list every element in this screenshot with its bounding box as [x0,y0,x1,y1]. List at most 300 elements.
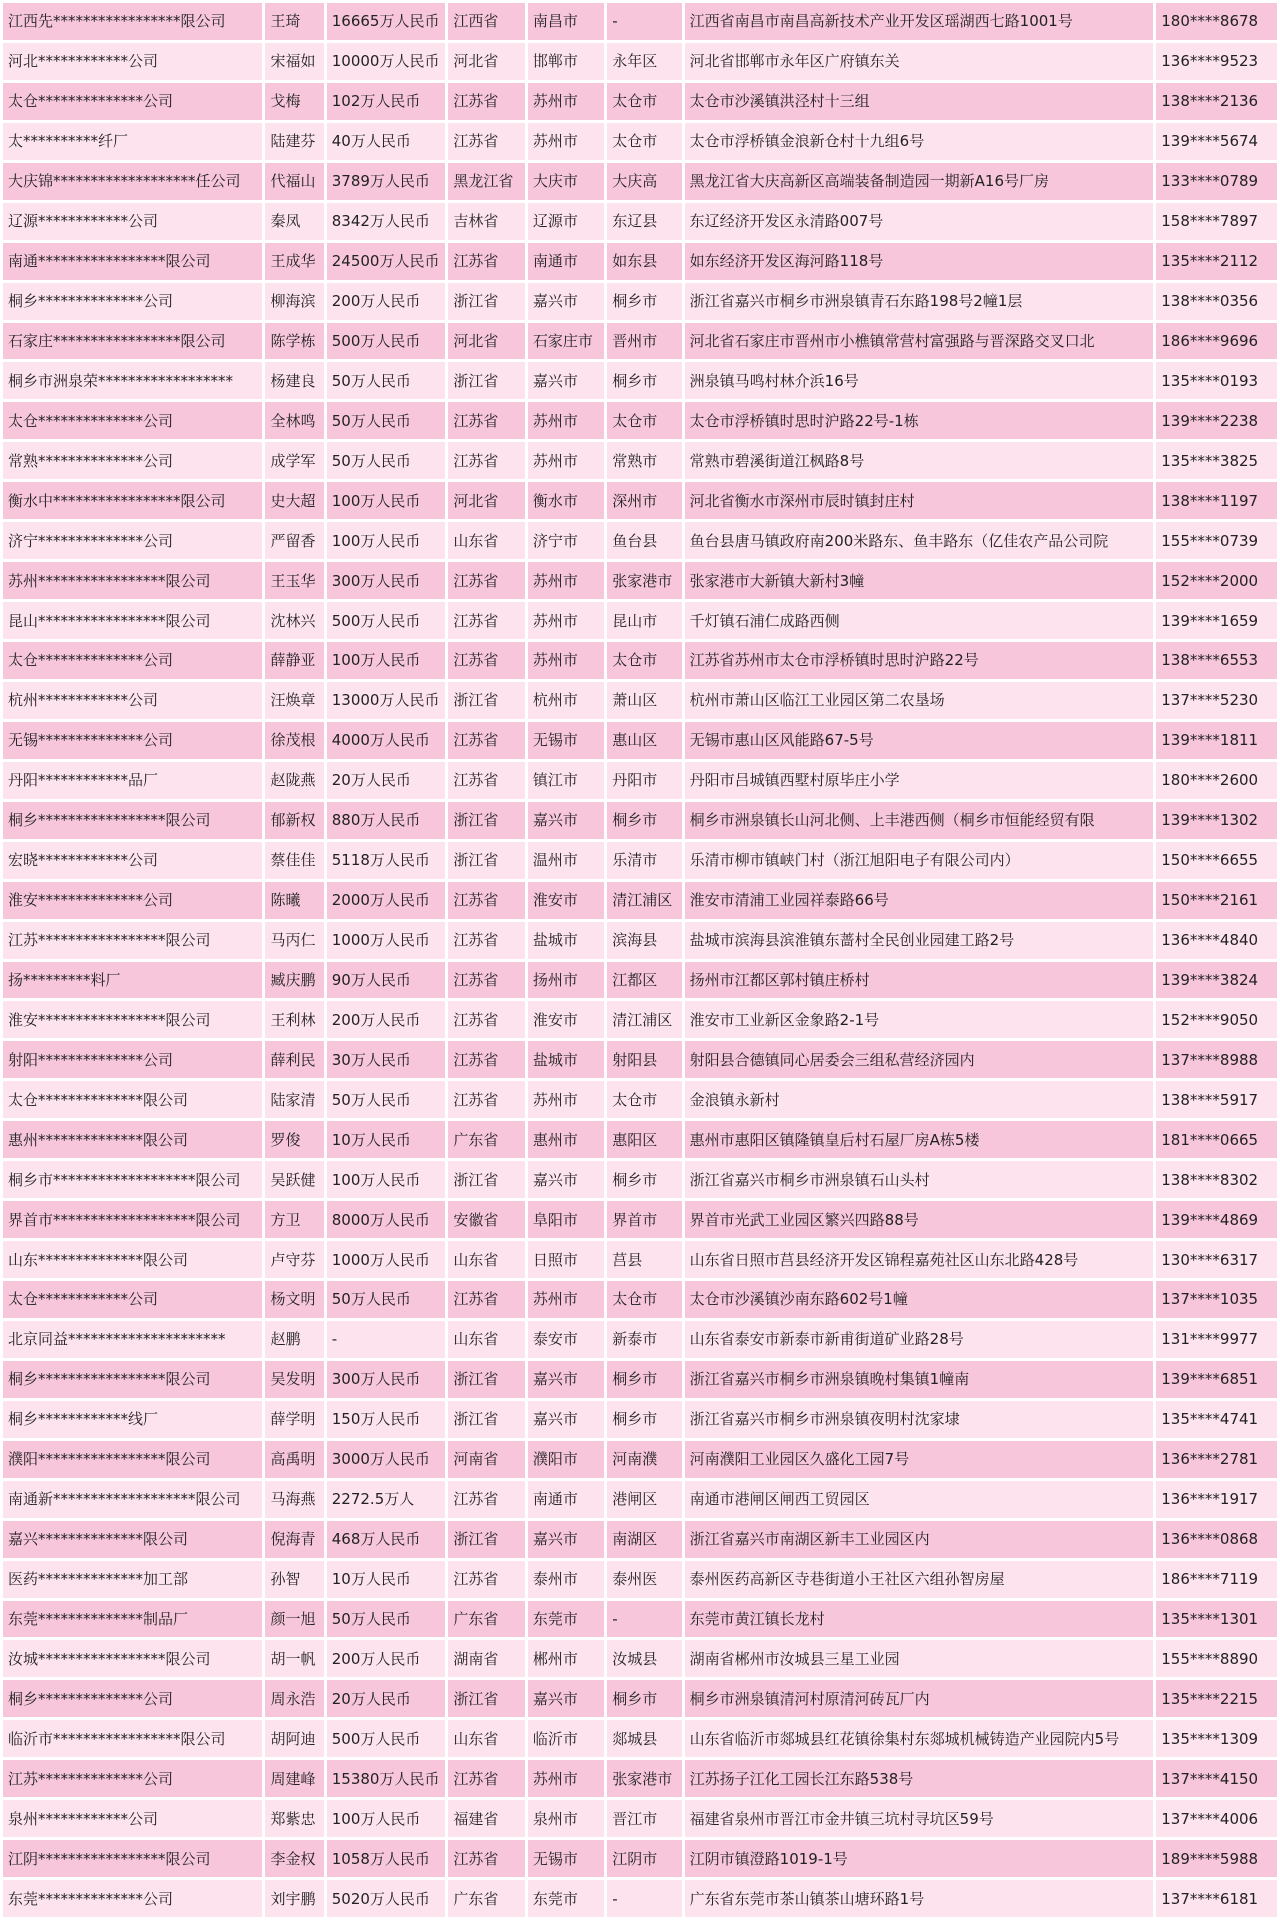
registered-capital-cell: 102万人民币 [327,83,446,120]
address-cell: 山东省泰安市新泰市新甫街道矿业路28号 [685,1321,1154,1358]
province-cell: 江苏省 [448,1481,524,1518]
registered-capital-cell: 24500万人民币 [327,243,446,280]
province-cell: 江苏省 [448,243,524,280]
table-row [3,1680,1277,1717]
district-cell: 晋州市 [607,323,681,360]
contact-name-cell: 陆建芬 [265,123,323,160]
city-cell: 苏州市 [528,1760,604,1797]
district-cell: 太仓市 [607,83,681,120]
province-cell: 江苏省 [448,722,524,759]
contact-name-cell: 柳海滨 [265,283,323,320]
table-row [3,1760,1277,1797]
registered-capital-cell: 300万人民币 [327,1361,446,1398]
city-cell: 无锡市 [528,1840,604,1877]
address-cell: 乐清市柳市镇峡门村（浙江旭阳电子有限公司内） [685,842,1154,879]
phone-cell: 135****1301 [1156,1601,1277,1638]
contact-name-cell: 陆家清 [265,1081,323,1118]
registered-capital-cell: 5118万人民币 [327,842,446,879]
city-cell: 镇江市 [528,762,604,799]
address-cell: 河北省邯郸市永年区广府镇东关 [685,43,1154,80]
district-cell: 桐乡市 [607,1161,681,1198]
contact-name-cell: 薛学明 [265,1401,323,1438]
province-cell: 浙江省 [448,283,524,320]
registered-capital-cell: 10万人民币 [327,1121,446,1158]
district-cell: - [607,3,681,40]
registered-capital-cell: 50万人民币 [327,1081,446,1118]
contact-name-cell: 沈林兴 [265,602,323,639]
province-cell: 江苏省 [448,1840,524,1877]
registered-capital-cell: 20万人民币 [327,762,446,799]
province-cell: 江西省 [448,3,524,40]
province-cell: 浙江省 [448,842,524,879]
table-row [3,83,1277,120]
phone-cell: 131****9977 [1156,1321,1277,1358]
address-cell: 如东经济开发区海河路118号 [685,243,1154,280]
district-cell: - [607,1601,681,1638]
registered-capital-cell: 2272.5万人 [327,1481,446,1518]
province-cell: 河南省 [448,1441,524,1478]
registered-capital-cell: 880万人民币 [327,802,446,839]
city-cell: 泰安市 [528,1321,604,1358]
address-cell: 福建省泉州市晋江市金井镇三坑村寻坑区59号 [685,1800,1154,1837]
phone-cell: 135****2112 [1156,243,1277,280]
district-cell: 滨海县 [607,922,681,959]
province-cell: 江苏省 [448,1561,524,1598]
company-cell: 辽源************公司 [3,203,262,240]
city-cell: 杭州市 [528,682,604,719]
company-cell: 濮阳*****************限公司 [3,1441,262,1478]
city-cell: 大庆市 [528,163,604,200]
district-cell: 太仓市 [607,123,681,160]
province-cell: 山东省 [448,522,524,559]
contact-name-cell: 高禹明 [265,1441,323,1478]
table-row [3,482,1277,519]
phone-cell: 136****9523 [1156,43,1277,80]
company-cell: 大庆锦*******************任公司 [3,163,262,200]
registered-capital-cell: 200万人民币 [327,1001,446,1038]
address-cell: 惠州市惠阳区镇隆镇皇后村石屋厂房A栋5楼 [685,1121,1154,1158]
province-cell: 江苏省 [448,1760,524,1797]
table-row [3,1001,1277,1038]
address-cell: 杭州市萧山区临江工业园区第二农垦场 [685,682,1154,719]
table-row [3,1481,1277,1518]
table-row [3,1561,1277,1598]
city-cell: 临沂市 [528,1720,604,1757]
phone-cell: 155****8890 [1156,1640,1277,1677]
company-cell: 桐乡市洲泉荣****************** [3,362,262,399]
contact-name-cell: 周建峰 [265,1760,323,1797]
city-cell: 苏州市 [528,1281,604,1318]
company-cell: 桐乡市*******************限公司 [3,1161,262,1198]
registered-capital-cell: 8342万人民币 [327,203,446,240]
phone-cell: 186****9696 [1156,323,1277,360]
phone-cell: 137****5230 [1156,682,1277,719]
district-cell: 桐乡市 [607,1401,681,1438]
address-cell: 东辽经济开发区永清路007号 [685,203,1154,240]
address-cell: 江阴市镇澄路1019-1号 [685,1840,1154,1877]
contact-name-cell: 成学军 [265,442,323,479]
province-cell: 山东省 [448,1720,524,1757]
address-cell: 浙江省嘉兴市桐乡市洲泉镇晚村集镇1幢南 [685,1361,1154,1398]
registered-capital-cell: 500万人民币 [327,323,446,360]
registered-capital-cell: 300万人民币 [327,562,446,599]
contact-name-cell: 刘宇鹏 [265,1880,323,1917]
district-cell: 丹阳市 [607,762,681,799]
table-row [3,602,1277,639]
company-cell: 淮安*****************限公司 [3,1001,262,1038]
city-cell: 济宁市 [528,522,604,559]
table-row [3,1401,1277,1438]
province-cell: 浙江省 [448,1401,524,1438]
city-cell: 苏州市 [528,442,604,479]
company-cell: 桐乡**************公司 [3,1680,262,1717]
province-cell: 山东省 [448,1321,524,1358]
table-row [3,43,1277,80]
company-cell: 宏晓************公司 [3,842,262,879]
company-cell: 东莞**************公司 [3,1880,262,1917]
phone-cell: 137****4006 [1156,1800,1277,1837]
phone-cell: 181****0665 [1156,1121,1277,1158]
address-cell: 盐城市滨海县滨淮镇东蔷村全民创业园建工路2号 [685,922,1154,959]
city-cell: 淮安市 [528,882,604,919]
address-cell: 太仓市沙溪镇洪泾村十三组 [685,83,1154,120]
contact-name-cell: 蔡佳佳 [265,842,323,879]
city-cell: 苏州市 [528,562,604,599]
registered-capital-cell: 8000万人民币 [327,1201,446,1238]
province-cell: 广东省 [448,1601,524,1638]
address-cell: 洲泉镇马鸣村林介浜16号 [685,362,1154,399]
company-cell: 桐乡*****************限公司 [3,802,262,839]
company-cell: 太仓************公司 [3,1281,262,1318]
city-cell: 日照市 [528,1241,604,1278]
phone-cell: 137****8988 [1156,1041,1277,1078]
phone-cell: 139****2238 [1156,402,1277,439]
contact-name-cell: 王成华 [265,243,323,280]
contact-name-cell: 薛利民 [265,1041,323,1078]
registered-capital-cell: - [327,1321,446,1358]
address-cell: 太仓市沙溪镇沙南东路602号1幢 [685,1281,1154,1318]
company-cell: 太仓**************公司 [3,402,262,439]
company-cell: 昆山*****************限公司 [3,602,262,639]
district-cell: 汝城县 [607,1640,681,1677]
table-row [3,1081,1277,1118]
address-cell: 黑龙江省大庆高新区高端装备制造园一期新A16号厂房 [685,163,1154,200]
contact-name-cell: 倪海青 [265,1521,323,1558]
table-row [3,1601,1277,1638]
company-cell: 东莞**************制品厂 [3,1601,262,1638]
table-body [3,3,1277,1917]
company-cell: 射阳**************公司 [3,1041,262,1078]
registered-capital-cell: 5020万人民币 [327,1880,446,1917]
phone-cell: 186****7119 [1156,1561,1277,1598]
province-cell: 广东省 [448,1880,524,1917]
registered-capital-cell: 50万人民币 [327,1601,446,1638]
address-cell: 东莞市黄江镇长龙村 [685,1601,1154,1638]
table-row [3,1161,1277,1198]
registered-capital-cell: 100万人民币 [327,522,446,559]
city-cell: 濮阳市 [528,1441,604,1478]
address-cell: 射阳县合德镇同心居委会三组私营经济园内 [685,1041,1154,1078]
phone-cell: 137****4150 [1156,1760,1277,1797]
phone-cell: 137****1035 [1156,1281,1277,1318]
phone-cell: 138****1197 [1156,482,1277,519]
province-cell: 河北省 [448,43,524,80]
phone-cell: 135****0193 [1156,362,1277,399]
district-cell: 南湖区 [607,1521,681,1558]
contact-name-cell: 马丙仁 [265,922,323,959]
province-cell: 安徽省 [448,1201,524,1238]
phone-cell: 135****1309 [1156,1720,1277,1757]
province-cell: 江苏省 [448,1081,524,1118]
district-cell: 永年区 [607,43,681,80]
address-cell: 江西省南昌市南昌高新技术产业开发区瑶湖西七路1001号 [685,3,1154,40]
table-row [3,1321,1277,1358]
table-row [3,762,1277,799]
contact-name-cell: 杨文明 [265,1281,323,1318]
district-cell: 萧山区 [607,682,681,719]
address-cell: 南通市港闸区闸西工贸园区 [685,1481,1154,1518]
city-cell: 苏州市 [528,602,604,639]
table-row [3,1041,1277,1078]
province-cell: 江苏省 [448,1041,524,1078]
registered-capital-cell: 150万人民币 [327,1401,446,1438]
city-cell: 石家庄市 [528,323,604,360]
city-cell: 嘉兴市 [528,1680,604,1717]
phone-cell: 136****2781 [1156,1441,1277,1478]
city-cell: 嘉兴市 [528,1521,604,1558]
table-row [3,1441,1277,1478]
table-row [3,1880,1277,1917]
district-cell: 深州市 [607,482,681,519]
address-cell: 河北省衡水市深州市辰时镇封庄村 [685,482,1154,519]
address-cell: 河南濮阳工业园区久盛化工园7号 [685,1441,1154,1478]
contact-name-cell: 方卫 [265,1201,323,1238]
table-row [3,402,1277,439]
province-cell: 浙江省 [448,362,524,399]
table-row [3,882,1277,919]
province-cell: 浙江省 [448,802,524,839]
phone-cell: 138****8302 [1156,1161,1277,1198]
city-cell: 阜阳市 [528,1201,604,1238]
company-cell: 桐乡*****************限公司 [3,1361,262,1398]
phone-cell: 180****8678 [1156,3,1277,40]
company-cell: 界首市*******************限公司 [3,1201,262,1238]
registered-capital-cell: 100万人民币 [327,482,446,519]
city-cell: 温州市 [528,842,604,879]
address-cell: 金浪镇永新村 [685,1081,1154,1118]
district-cell: 射阳县 [607,1041,681,1078]
phone-cell: 139****3824 [1156,962,1277,999]
address-cell: 常熟市碧溪街道江枫路8号 [685,442,1154,479]
company-cell: 石家庄*****************限公司 [3,323,262,360]
table-row [3,1121,1277,1158]
company-cell: 桐乡************线厂 [3,1401,262,1438]
company-cell: 江苏*****************限公司 [3,922,262,959]
table-row [3,163,1277,200]
province-cell: 黑龙江省 [448,163,524,200]
table-row [3,1840,1277,1877]
table-row [3,362,1277,399]
city-cell: 嘉兴市 [528,283,604,320]
district-cell: 郯城县 [607,1720,681,1757]
registered-capital-cell: 200万人民币 [327,1640,446,1677]
contact-name-cell: 李金权 [265,1840,323,1877]
contact-name-cell: 颜一旭 [265,1601,323,1638]
province-cell: 江苏省 [448,83,524,120]
city-cell: 邯郸市 [528,43,604,80]
table-row [3,3,1277,40]
registered-capital-cell: 3789万人民币 [327,163,446,200]
district-cell: 昆山市 [607,602,681,639]
city-cell: 南通市 [528,1481,604,1518]
district-cell: 张家港市 [607,1760,681,1797]
district-cell: 桐乡市 [607,362,681,399]
registered-capital-cell: 50万人民币 [327,1281,446,1318]
registered-capital-cell: 200万人民币 [327,283,446,320]
district-cell: 乐清市 [607,842,681,879]
district-cell: 东辽县 [607,203,681,240]
contact-name-cell: 周永浩 [265,1680,323,1717]
phone-cell: 138****6553 [1156,642,1277,679]
district-cell: - [607,1880,681,1917]
phone-cell: 139****1811 [1156,722,1277,759]
address-cell: 浙江省嘉兴市南湖区新丰工业园区内 [685,1521,1154,1558]
table-row [3,1640,1277,1677]
address-cell: 太仓市浮桥镇金浪新仓村十九组6号 [685,123,1154,160]
contact-name-cell: 赵鹏 [265,1321,323,1358]
company-cell: 杭州************公司 [3,682,262,719]
district-cell: 泰州医 [607,1561,681,1598]
phone-cell: 135****3825 [1156,442,1277,479]
phone-cell: 136****1917 [1156,1481,1277,1518]
company-cell: 太仓**************限公司 [3,1081,262,1118]
company-cell: 无锡**************公司 [3,722,262,759]
address-cell: 淮安市工业新区金象路2-1号 [685,1001,1154,1038]
city-cell: 苏州市 [528,402,604,439]
district-cell: 莒县 [607,1241,681,1278]
address-cell: 泰州医药高新区寺巷街道小王社区六组孙智房屋 [685,1561,1154,1598]
district-cell: 惠阳区 [607,1121,681,1158]
district-cell: 太仓市 [607,402,681,439]
company-cell: 山东**************限公司 [3,1241,262,1278]
contact-name-cell: 宋福如 [265,43,323,80]
province-cell: 江苏省 [448,922,524,959]
district-cell: 太仓市 [607,1081,681,1118]
address-cell: 桐乡市洲泉镇长山河北侧、上丰港西侧（桐乡市恒能经贸有限 [685,802,1154,839]
contact-name-cell: 胡一帆 [265,1640,323,1677]
city-cell: 嘉兴市 [528,802,604,839]
table-row [3,203,1277,240]
phone-cell: 136****4840 [1156,922,1277,959]
registered-capital-cell: 15380万人民币 [327,1760,446,1797]
phone-cell: 136****0868 [1156,1521,1277,1558]
address-cell: 淮安市清浦工业园祥泰路66号 [685,882,1154,919]
address-cell: 浙江省嘉兴市桐乡市洲泉镇夜明村沈家埭 [685,1401,1154,1438]
city-cell: 苏州市 [528,83,604,120]
table-row [3,1201,1277,1238]
company-cell: 医药**************加工部 [3,1561,262,1598]
registered-capital-cell: 13000万人民币 [327,682,446,719]
district-cell: 清江浦区 [607,1001,681,1038]
registered-capital-cell: 1000万人民币 [327,922,446,959]
phone-cell: 180****2600 [1156,762,1277,799]
city-cell: 南通市 [528,243,604,280]
contact-name-cell: 王玉华 [265,562,323,599]
city-cell: 苏州市 [528,1081,604,1118]
address-cell: 桐乡市洲泉镇清河村原清河砖瓦厂内 [685,1680,1154,1717]
address-cell: 湖南省郴州市汝城县三星工业园 [685,1640,1154,1677]
phone-cell: 150****6655 [1156,842,1277,879]
district-cell: 桐乡市 [607,1361,681,1398]
company-cell: 扬*********料厂 [3,962,262,999]
address-cell: 河北省石家庄市晋州市小樵镇常营村富强路与晋深路交叉口北 [685,323,1154,360]
address-cell: 浙江省嘉兴市桐乡市洲泉镇石山头村 [685,1161,1154,1198]
registered-capital-cell: 30万人民币 [327,1041,446,1078]
company-cell: 衡水中*****************限公司 [3,482,262,519]
address-cell: 张家港市大新镇大新村3幢 [685,562,1154,599]
contact-name-cell: 史大超 [265,482,323,519]
phone-cell: 139****1659 [1156,602,1277,639]
table-row [3,922,1277,959]
company-cell: 苏州*****************限公司 [3,562,262,599]
company-cell: 临沂市*****************限公司 [3,1720,262,1757]
table-row [3,1361,1277,1398]
province-cell: 福建省 [448,1800,524,1837]
phone-cell: 139****6851 [1156,1361,1277,1398]
company-cell: 江阴*****************限公司 [3,1840,262,1877]
address-cell: 千灯镇石浦仁成路西侧 [685,602,1154,639]
registered-capital-cell: 468万人民币 [327,1521,446,1558]
district-cell: 张家港市 [607,562,681,599]
company-cell: 嘉兴**************限公司 [3,1521,262,1558]
table-row [3,722,1277,759]
contact-name-cell: 王琦 [265,3,323,40]
city-cell: 辽源市 [528,203,604,240]
phone-cell: 138****5917 [1156,1081,1277,1118]
contact-name-cell: 罗俊 [265,1121,323,1158]
city-cell: 嘉兴市 [528,1161,604,1198]
city-cell: 泰州市 [528,1561,604,1598]
table-row [3,1720,1277,1757]
phone-cell: 158****7897 [1156,203,1277,240]
province-cell: 江苏省 [448,762,524,799]
contact-name-cell: 郑紫忠 [265,1800,323,1837]
city-cell: 南昌市 [528,3,604,40]
contact-name-cell: 薛静亚 [265,642,323,679]
phone-cell: 139****1302 [1156,802,1277,839]
table-row [3,1281,1277,1318]
table-row [3,323,1277,360]
contact-name-cell: 徐茂根 [265,722,323,759]
phone-cell: 138****0356 [1156,283,1277,320]
province-cell: 广东省 [448,1121,524,1158]
address-cell: 江苏省苏州市太仓市浮桥镇时思时沪路22号 [685,642,1154,679]
phone-cell: 135****2215 [1156,1680,1277,1717]
address-cell: 界首市光武工业园区繁兴四路88号 [685,1201,1154,1238]
company-cell: 江苏**************公司 [3,1760,262,1797]
company-cell: 惠州**************限公司 [3,1121,262,1158]
phone-cell: 135****4741 [1156,1401,1277,1438]
registered-capital-cell: 10万人民币 [327,1561,446,1598]
registered-capital-cell: 4000万人民币 [327,722,446,759]
city-cell: 东莞市 [528,1601,604,1638]
contact-name-cell: 臧庆鹏 [265,962,323,999]
district-cell: 桐乡市 [607,1680,681,1717]
province-cell: 江苏省 [448,962,524,999]
province-cell: 江苏省 [448,442,524,479]
company-cell: 南通*****************限公司 [3,243,262,280]
address-cell: 太仓市浮桥镇时思时沪路22号-1栋 [685,402,1154,439]
